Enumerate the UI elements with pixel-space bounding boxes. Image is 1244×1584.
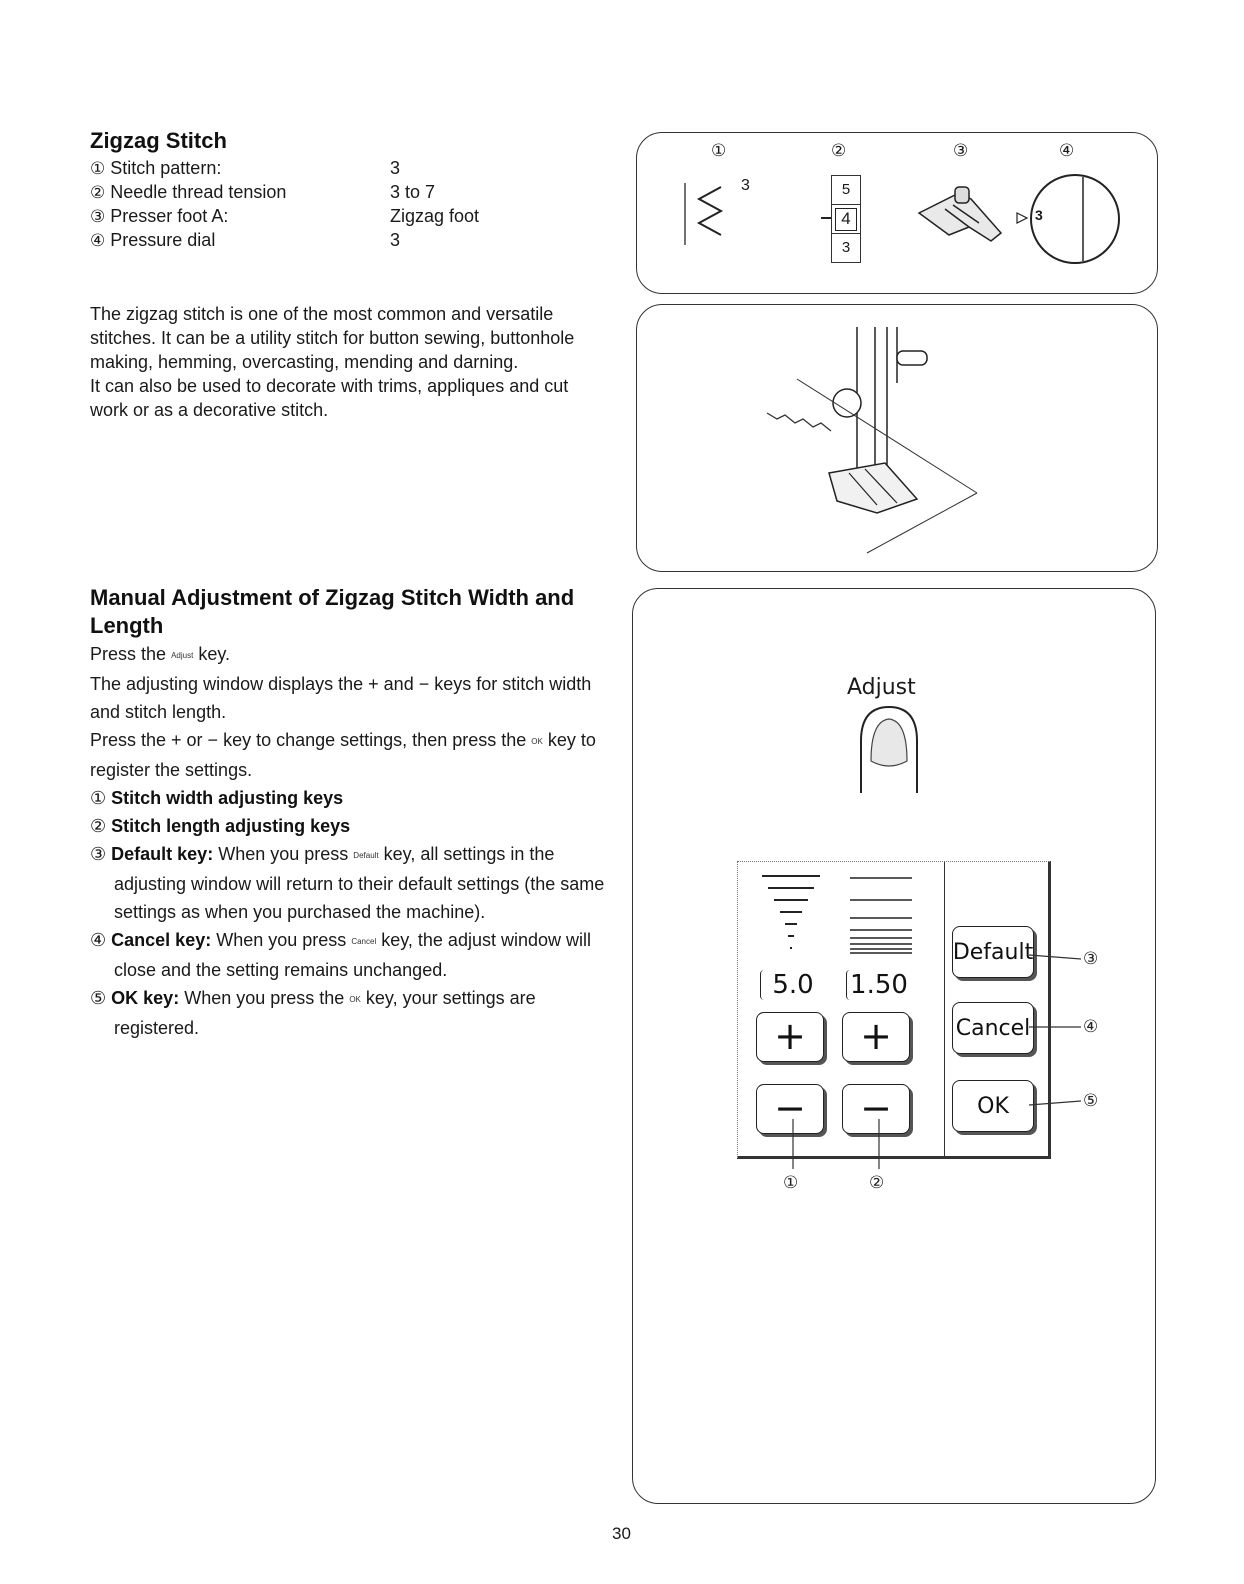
zigzag-description: The zigzag stitch is one of the most common and versatile stitches. It can be a utility stitch for button sewing, buttonhole making, hemming, overcasting, mending and darning. It can also be used to decorate with trims, appliques and cut work or as a decorative stitch. [90, 304, 575, 420]
pressure-dial-icon [1015, 169, 1125, 279]
stitch-length-value: 1.50 [846, 970, 911, 1000]
tension-scale-icon: 5 4 3 [831, 175, 861, 263]
callout-1: ① [783, 1173, 799, 1192]
adjust-screen-panel [632, 588, 1156, 1504]
zigzag-foot-icon [909, 183, 1009, 263]
adjust-key-label: Adjust [847, 675, 916, 700]
callout-lines [633, 589, 1153, 1499]
zigzag-pattern-icon [677, 173, 767, 263]
callout-4: ④ [1083, 1017, 1099, 1036]
zigzag-title: Zigzag Stitch [90, 128, 227, 153]
length-minus-button[interactable]: − [842, 1084, 910, 1134]
dial-value: 3 [1035, 207, 1043, 223]
fig-label-1: ① [711, 141, 727, 160]
fig-label-2: ② [831, 141, 847, 160]
page-number: 30 [612, 1524, 631, 1543]
manual-instructions: Press the Adjust key. The adjusting window displays the + and − keys for stitch width and stitch length. Press the + or − key to change settings, then press the OK key to register the settings. ① Stitch width adjusting keys ② Stitch length adjusting keys ③ Default key: When you press Default key, all settings in the adjusting window will return to their default settings (the same settings as when you purchased the machine). ④ Cancel key: When you press Cancel key, the adjust window will close and the setting remains unchanged. ⑤ OK key: When you press the OK key, your settings are registered. [90, 644, 605, 1038]
callout-5: ⑤ [1083, 1091, 1099, 1110]
adjust-key-inline: Adjust [171, 651, 194, 660]
tension-indicator [821, 217, 831, 219]
callout-2: ② [869, 1173, 885, 1192]
length-plus-button[interactable]: + [842, 1012, 910, 1062]
fig-label-4: ④ [1059, 141, 1075, 160]
settings-figure-panel [636, 132, 1158, 294]
presser-foot-panel [636, 304, 1158, 572]
stitch-width-value: 5.0 [760, 970, 825, 1000]
width-minus-button[interactable]: − [756, 1084, 824, 1134]
presser-foot-illustration [757, 323, 1017, 563]
pattern-number: 3 [741, 177, 750, 194]
cancel-button[interactable]: Cancel [952, 1002, 1034, 1054]
callout-3: ③ [1083, 949, 1099, 968]
fig-label-3: ③ [953, 141, 969, 160]
width-plus-button[interactable]: + [756, 1012, 824, 1062]
default-button[interactable]: Default [952, 926, 1034, 978]
ok-button[interactable]: OK [952, 1080, 1034, 1132]
manual-title: Manual Adjustment of Zigzag Stitch Width and Length [90, 585, 575, 638]
